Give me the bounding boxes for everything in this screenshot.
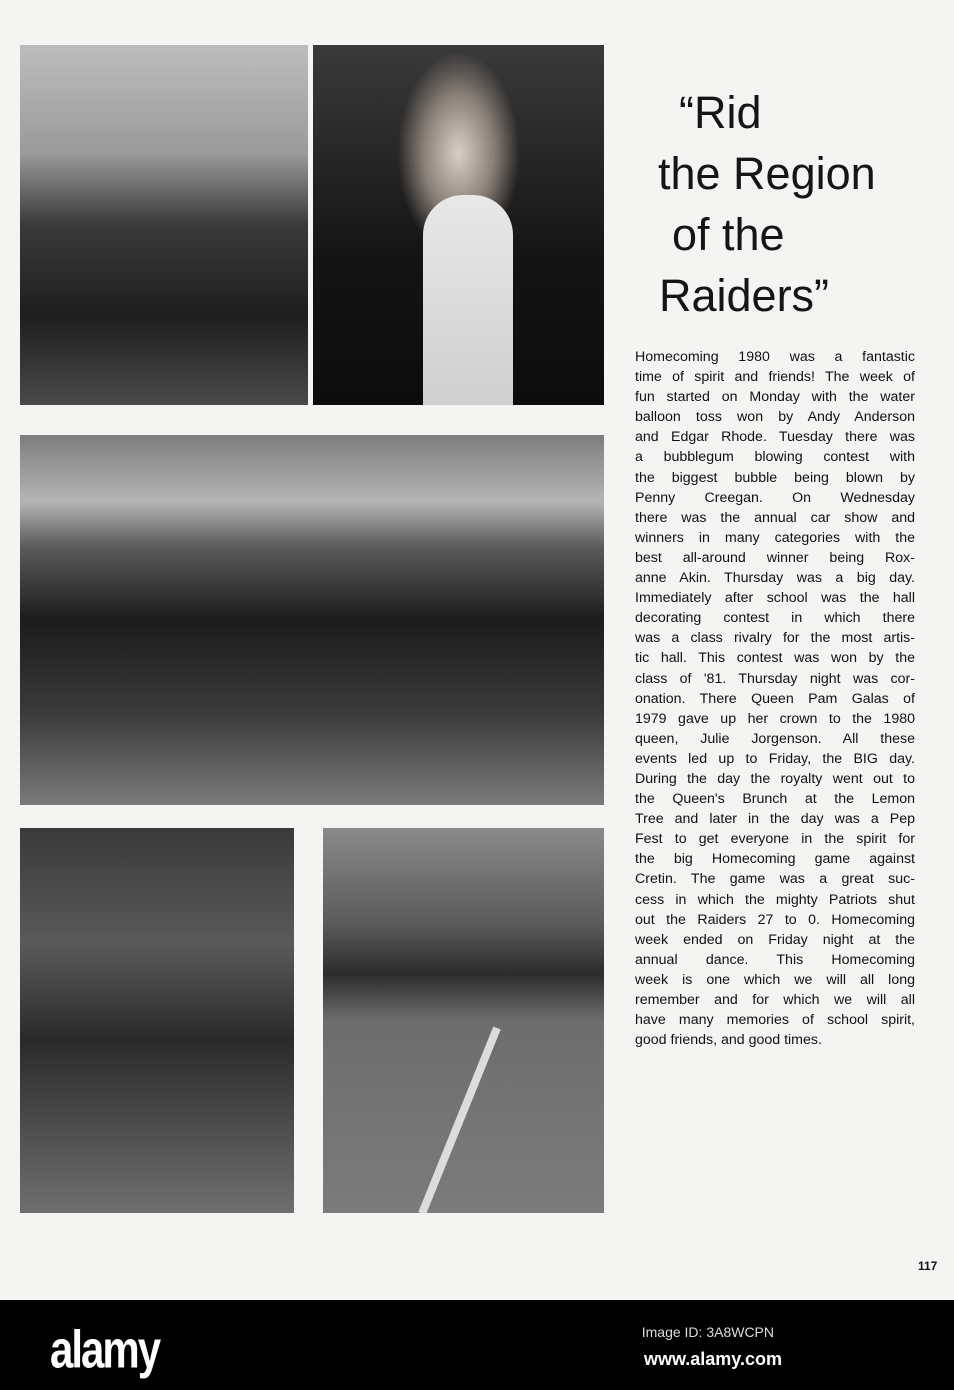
photo-team-run-out	[323, 828, 604, 1213]
body-line: Cretin. The game was a great suc-	[635, 871, 915, 888]
article-body	[635, 347, 915, 1050]
body-line: remember and for which we will all	[635, 992, 915, 1008]
body-line: balloon toss won by Andy Anderson	[635, 409, 915, 426]
title-line: “Rid	[679, 87, 762, 138]
body-line: 1979 gave up her crown to the 1980	[635, 710, 915, 727]
watermark-band	[0, 1300, 954, 1390]
body-line: Fest to get everyone in the spirit for	[635, 831, 915, 848]
title-line: Raiders”	[659, 270, 830, 321]
body-line: fun started on Monday with the water	[635, 389, 915, 406]
body-line: there was the annual car show and	[635, 509, 915, 526]
body-line: cess in which the mighty Patriots shut	[635, 891, 915, 908]
body-line: the Queen's Brunch at the Lemon	[635, 791, 915, 808]
body-line: the biggest bubble being blown by	[635, 469, 915, 486]
body-line: events led up to Friday, the BIG day.	[635, 750, 915, 767]
body-line: out the Raiders 27 to 0. Homecoming	[635, 911, 915, 928]
photo-football-team	[20, 435, 604, 805]
alamy-logo: alamy	[50, 1320, 160, 1379]
body-line: class of '81. Thursday night was cor-	[635, 670, 915, 687]
image-id: Image ID: 3A8WCPN	[641, 1324, 774, 1340]
body-line: onation. There Queen Pam Galas of	[635, 690, 915, 707]
body-line: anne Akin. Thursday was a big day.	[635, 570, 915, 587]
photo-band-members	[20, 45, 308, 405]
page-title	[655, 82, 876, 326]
body-line: During the day the royalty went out to	[635, 770, 915, 787]
body-line: tic hall. This contest was won by the	[635, 650, 915, 667]
queen-dress-shape	[423, 195, 513, 405]
field-line	[418, 1027, 500, 1213]
body-line: good friends, and good times.	[635, 1032, 822, 1049]
body-line: Penny Creegan. On Wednesday	[635, 489, 915, 506]
body-line: annual dance. This Homecoming	[635, 951, 915, 968]
body-line: Immediately after school was the hall	[635, 590, 915, 607]
body-line: a bubblegum blowing contest with	[635, 449, 915, 466]
body-line: was a class rivalry for the most artis-	[635, 630, 915, 647]
body-line: time of spirit and friends! The week of	[635, 369, 915, 386]
body-line: have many memories of school spirit,	[635, 1012, 915, 1029]
body-line: the big Homecoming game against	[635, 851, 915, 868]
photo-coaches	[20, 828, 294, 1213]
body-line: Homecoming 1980 was a fantastic	[635, 349, 915, 365]
body-line: week is one which we will all long	[635, 971, 915, 988]
body-line: week ended on Friday night at the	[635, 931, 915, 948]
title-line: of the	[672, 209, 785, 260]
title-line: the Region	[658, 148, 876, 199]
body-line: queen, Julie Jorgenson. All these	[635, 730, 915, 747]
body-line: Tree and later in the day was a Pep	[635, 811, 915, 828]
body-line: decorating contest in which there	[635, 610, 915, 627]
body-line: best all-around winner being Rox-	[635, 549, 915, 566]
body-line: winners in many categories with the	[635, 529, 915, 546]
page-number: 117	[918, 1259, 938, 1273]
photo-homecoming-queen	[313, 45, 604, 405]
watermark-site: www.alamy.com	[643, 1349, 782, 1369]
body-line: and Edgar Rhode. Tuesday there was	[635, 429, 915, 446]
